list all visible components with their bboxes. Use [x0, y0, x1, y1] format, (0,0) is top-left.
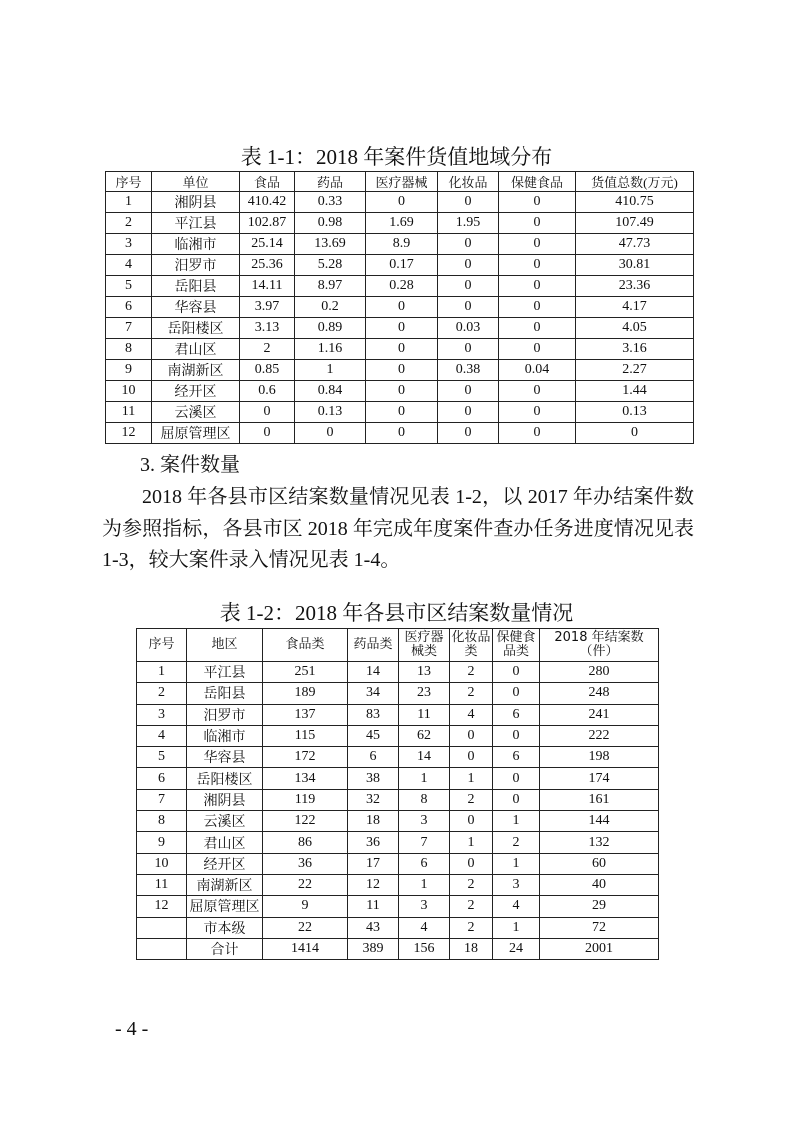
table-cell: 市本级: [187, 917, 263, 938]
table1-title: 表 1-1：2018 年案件货值地域分布: [240, 145, 553, 169]
table-cell: 43: [348, 917, 399, 938]
table-cell: 0: [438, 234, 499, 255]
table-row: [137, 683, 659, 704]
table-cell: 198: [540, 747, 659, 768]
table-cell: 岳阳县: [152, 276, 240, 297]
table-cell: 2: [137, 683, 187, 704]
table-cell: 0: [438, 297, 499, 318]
table-cell: 4.05: [576, 318, 694, 339]
table-cell: 0.89: [295, 318, 366, 339]
table-cell: 0.28: [366, 276, 438, 297]
table-cell: 0: [366, 297, 438, 318]
table-cell: 14: [399, 747, 450, 768]
table-cell: 0: [450, 811, 493, 832]
table-cell: 1: [493, 853, 540, 874]
table-row: [106, 402, 694, 423]
table-cell: 华容县: [152, 297, 240, 318]
table-cell: 6: [399, 853, 450, 874]
table-cell: 5.28: [295, 255, 366, 276]
table-cell: 云溪区: [152, 402, 240, 423]
table-row: [137, 789, 659, 810]
table-cell: 14: [348, 662, 399, 683]
table-cell: 1: [106, 192, 152, 213]
table-cell: 屈原管理区: [187, 896, 263, 917]
table-cell: 6: [348, 747, 399, 768]
table-cell: 222: [540, 725, 659, 746]
table-cell: 1: [450, 768, 493, 789]
table-cell: 0: [438, 255, 499, 276]
table-cell: 0: [366, 381, 438, 402]
table-row: [106, 318, 694, 339]
table-cell: 9: [106, 360, 152, 381]
table-cell: 241: [540, 704, 659, 725]
table-cell: 7: [399, 832, 450, 853]
table-cell: 25.14: [240, 234, 295, 255]
table-cell: 107.49: [576, 213, 694, 234]
table-cell: 38: [348, 768, 399, 789]
table-cell: 122: [263, 811, 348, 832]
table-cell: 湘阴县: [152, 192, 240, 213]
table-row: [137, 917, 659, 938]
column-header: 食品类: [263, 629, 348, 662]
table-cell: 4: [106, 255, 152, 276]
table-cell: 248: [540, 683, 659, 704]
column-header: 药品类: [348, 629, 399, 662]
table-cell: 8.97: [295, 276, 366, 297]
table-cell: 8: [106, 339, 152, 360]
table-cell: 屈原管理区: [152, 423, 240, 444]
column-header: 药品: [295, 172, 366, 192]
table-cell: 0.13: [295, 402, 366, 423]
table-cell: 132: [540, 832, 659, 853]
table-cell: 0.17: [366, 255, 438, 276]
column-header: 医疗器械: [366, 172, 438, 192]
table-cell: 3: [137, 704, 187, 725]
table-row: [137, 938, 659, 959]
table-cell: 0.2: [295, 297, 366, 318]
table2-title: 表 1-2：2018 年各县市区结案数量情况: [219, 601, 574, 625]
table-cell: 410.75: [576, 192, 694, 213]
table-cell: 119: [263, 789, 348, 810]
table-cell: 汨罗市: [152, 255, 240, 276]
table-cell: [137, 917, 187, 938]
table-cell: 102.87: [240, 213, 295, 234]
table-cell: 4: [450, 704, 493, 725]
table-cell: 南湖新区: [187, 874, 263, 895]
table-cell: 115: [263, 725, 348, 746]
table-cell: 0: [499, 423, 576, 444]
table-cell: 32: [348, 789, 399, 810]
table-cell: 22: [263, 917, 348, 938]
table-1-1: [105, 171, 694, 444]
table-cell: 0: [450, 853, 493, 874]
table-cell: 0.04: [499, 360, 576, 381]
table-cell: 0: [499, 381, 576, 402]
table-cell: 2: [450, 874, 493, 895]
table-row: [137, 768, 659, 789]
table-cell: 4.17: [576, 297, 694, 318]
table-row: [137, 896, 659, 917]
table-cell: 3.16: [576, 339, 694, 360]
table-cell: 1.69: [366, 213, 438, 234]
table-cell: 29: [540, 896, 659, 917]
table-cell: 1.95: [438, 213, 499, 234]
table-cell: 2.27: [576, 360, 694, 381]
table-cell: 1.16: [295, 339, 366, 360]
table-cell: 0: [499, 213, 576, 234]
column-header: 保健食品: [499, 172, 576, 192]
table-row: [137, 853, 659, 874]
table-cell: 0: [366, 360, 438, 381]
table-cell: 2: [493, 832, 540, 853]
table-cell: 0: [499, 255, 576, 276]
table-cell: 3.13: [240, 318, 295, 339]
table-cell: 0: [438, 192, 499, 213]
table-cell: 0: [493, 662, 540, 683]
table-cell: 36: [348, 832, 399, 853]
table-cell: 经开区: [187, 853, 263, 874]
table-cell: 12: [348, 874, 399, 895]
table-cell: 0: [438, 423, 499, 444]
table-cell: 13.69: [295, 234, 366, 255]
table-cell: 0: [366, 318, 438, 339]
table-cell: 2: [450, 683, 493, 704]
table-cell: 华容县: [187, 747, 263, 768]
table-cell: 280: [540, 662, 659, 683]
table-cell: 岳阳县: [187, 683, 263, 704]
table-row: [106, 360, 694, 381]
table-row: [137, 704, 659, 725]
table-row: [137, 747, 659, 768]
table-cell: 0.6: [240, 381, 295, 402]
table-cell: 156: [399, 938, 450, 959]
table-cell: 10: [106, 381, 152, 402]
table-cell: 汨罗市: [187, 704, 263, 725]
table-cell: [137, 938, 187, 959]
table-cell: 5: [137, 747, 187, 768]
table-cell: 34: [348, 683, 399, 704]
table-cell: 5: [106, 276, 152, 297]
table-cell: 湘阴县: [187, 789, 263, 810]
table-cell: 174: [540, 768, 659, 789]
table-cell: 45: [348, 725, 399, 746]
table-cell: 12: [106, 423, 152, 444]
column-header: 单位: [152, 172, 240, 192]
table-cell: 1: [137, 662, 187, 683]
table-cell: 18: [348, 811, 399, 832]
table-cell: 6: [493, 747, 540, 768]
table-cell: 0: [493, 768, 540, 789]
table-cell: 0.38: [438, 360, 499, 381]
column-header: 货值总数(万元): [576, 172, 694, 192]
column-header: 化妆品类: [450, 629, 493, 662]
table-cell: 2: [450, 662, 493, 683]
table-cell: 0: [499, 339, 576, 360]
table-cell: 389: [348, 938, 399, 959]
table-cell: 2: [450, 896, 493, 917]
table-cell: 3: [106, 234, 152, 255]
table-row: [106, 297, 694, 318]
table-cell: 0: [366, 339, 438, 360]
table-cell: 7: [137, 789, 187, 810]
column-header: 序号: [137, 629, 187, 662]
table-cell: 251: [263, 662, 348, 683]
column-header: 地区: [187, 629, 263, 662]
table-cell: 134: [263, 768, 348, 789]
table-cell: 0: [499, 318, 576, 339]
table-cell: 2001: [540, 938, 659, 959]
table-cell: 0: [240, 402, 295, 423]
table-row: [106, 192, 694, 213]
table-cell: 1: [399, 874, 450, 895]
table-cell: 0: [493, 789, 540, 810]
table-cell: 137: [263, 704, 348, 725]
table-cell: 30.81: [576, 255, 694, 276]
column-header: 食品: [240, 172, 295, 192]
table-cell: 18: [450, 938, 493, 959]
table-cell: 0: [438, 381, 499, 402]
table-cell: 23: [399, 683, 450, 704]
table-cell: 4: [493, 896, 540, 917]
table-cell: 0: [366, 423, 438, 444]
table-row: [106, 423, 694, 444]
section-heading: 3. 案件数量: [140, 454, 240, 476]
table-cell: 0.98: [295, 213, 366, 234]
table-row: [106, 276, 694, 297]
table-cell: 172: [263, 747, 348, 768]
table-1-2: [136, 628, 659, 960]
table-cell: 8: [137, 811, 187, 832]
table-cell: 1: [450, 832, 493, 853]
table-cell: 36: [263, 853, 348, 874]
table-cell: 2: [450, 917, 493, 938]
table-cell: 3: [493, 874, 540, 895]
table-cell: 0: [499, 276, 576, 297]
table-cell: 0.03: [438, 318, 499, 339]
table-cell: 君山区: [187, 832, 263, 853]
table-cell: 11: [348, 896, 399, 917]
table-cell: 72: [540, 917, 659, 938]
table-cell: 2: [450, 789, 493, 810]
table-cell: 24: [493, 938, 540, 959]
table-cell: 23.36: [576, 276, 694, 297]
table-cell: 0: [295, 423, 366, 444]
table-cell: 临湘市: [187, 725, 263, 746]
table-cell: 平江县: [152, 213, 240, 234]
table-cell: 0: [493, 725, 540, 746]
table-cell: 3: [399, 811, 450, 832]
table-cell: 7: [106, 318, 152, 339]
table-cell: 1: [295, 360, 366, 381]
table-cell: 144: [540, 811, 659, 832]
table-cell: 0.13: [576, 402, 694, 423]
table-row: [137, 725, 659, 746]
table-row: [137, 832, 659, 853]
table-cell: 南湖新区: [152, 360, 240, 381]
table-cell: 8.9: [366, 234, 438, 255]
table-cell: 13: [399, 662, 450, 683]
table-cell: 8: [399, 789, 450, 810]
column-header: 保健食品类: [493, 629, 540, 662]
table-row: [137, 874, 659, 895]
table-row: [106, 234, 694, 255]
table-cell: 0: [499, 297, 576, 318]
table-cell: 0.84: [295, 381, 366, 402]
table-cell: 62: [399, 725, 450, 746]
table-cell: 25.36: [240, 255, 295, 276]
table-cell: 0: [499, 192, 576, 213]
table-cell: 经开区: [152, 381, 240, 402]
table-cell: 4: [399, 917, 450, 938]
table-cell: 0.33: [295, 192, 366, 213]
table-cell: 0.85: [240, 360, 295, 381]
table-cell: 60: [540, 853, 659, 874]
column-header: 2018 年结案数（件）: [540, 629, 659, 662]
column-header: 序号: [106, 172, 152, 192]
table-cell: 2: [106, 213, 152, 234]
table-row: [106, 255, 694, 276]
table-cell: 0: [240, 423, 295, 444]
table-cell: 11: [137, 874, 187, 895]
page-number: - 4 -: [115, 1018, 149, 1040]
table-row: [137, 811, 659, 832]
table-cell: 0: [438, 339, 499, 360]
table-cell: 0: [438, 402, 499, 423]
table-cell: 0: [493, 683, 540, 704]
table-row: [106, 381, 694, 402]
table-cell: 6: [493, 704, 540, 725]
table-row: [106, 213, 694, 234]
table-cell: 1414: [263, 938, 348, 959]
table-cell: 君山区: [152, 339, 240, 360]
table-cell: 83: [348, 704, 399, 725]
table-row: [137, 662, 659, 683]
table-cell: 合计: [187, 938, 263, 959]
table-cell: 10: [137, 853, 187, 874]
table-cell: 4: [137, 725, 187, 746]
table-cell: 0: [450, 725, 493, 746]
table-cell: 0: [366, 192, 438, 213]
table-cell: 1: [493, 811, 540, 832]
column-header: 医疗器械类: [399, 629, 450, 662]
table-cell: 86: [263, 832, 348, 853]
table-cell: 0: [499, 402, 576, 423]
table-cell: 9: [263, 896, 348, 917]
table-cell: 0: [366, 402, 438, 423]
table-row: [106, 339, 694, 360]
table-cell: 1.44: [576, 381, 694, 402]
table-cell: 12: [137, 896, 187, 917]
table-cell: 6: [137, 768, 187, 789]
table-cell: 1: [399, 768, 450, 789]
body-paragraph: 2018 年各县市区结案数量情况见表 1-2，以 2017 年办结案件数为参照指标，各县市区 2018 年完成年度案件查办任务进度情况见表 1-3，较大案件录入情况见表 1-4。: [102, 486, 694, 571]
table-cell: 6: [106, 297, 152, 318]
table-cell: 17: [348, 853, 399, 874]
table-cell: 1: [493, 917, 540, 938]
table-cell: 岳阳楼区: [187, 768, 263, 789]
table-cell: 11: [399, 704, 450, 725]
table-cell: 0: [450, 747, 493, 768]
table-cell: 11: [106, 402, 152, 423]
table-cell: 岳阳楼区: [152, 318, 240, 339]
table-cell: 0: [438, 276, 499, 297]
table-cell: 22: [263, 874, 348, 895]
table-cell: 161: [540, 789, 659, 810]
table-cell: 云溪区: [187, 811, 263, 832]
table-cell: 临湘市: [152, 234, 240, 255]
table-cell: 0: [499, 234, 576, 255]
table-cell: 14.11: [240, 276, 295, 297]
table-cell: 0: [576, 423, 694, 444]
column-header: 化妆品: [438, 172, 499, 192]
table-cell: 2: [240, 339, 295, 360]
table-cell: 3.97: [240, 297, 295, 318]
table-cell: 3: [399, 896, 450, 917]
table-cell: 47.73: [576, 234, 694, 255]
table-cell: 410.42: [240, 192, 295, 213]
table-cell: 40: [540, 874, 659, 895]
table-cell: 平江县: [187, 662, 263, 683]
table-cell: 9: [137, 832, 187, 853]
table-cell: 189: [263, 683, 348, 704]
